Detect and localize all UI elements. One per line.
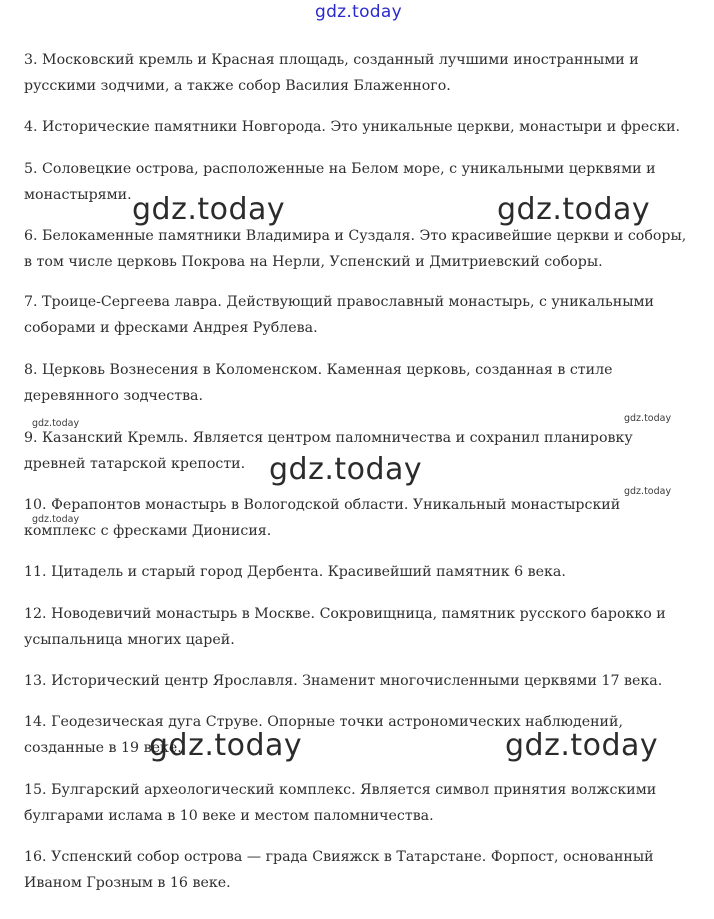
- watermark-small: gdz.today: [624, 413, 672, 424]
- watermark: gdz.today: [505, 728, 659, 763]
- list-item: 9. Казанский Кремль. Является центром паломничества и сохранил планировку древней татарской крепости.: [24, 430, 633, 472]
- list-item: 6. Белокаменные памятники Владимира и Суздаля. Это красивейшие церкви и соборы, в том числе церковь Покрова на Нерли, Успенский и Дмитриевский соборы.: [24, 228, 687, 270]
- list-item: 5. Соловецкие острова, расположенные на Белом море, с уникальными церквями и монастырями.: [24, 161, 656, 203]
- watermark-small: gdz.today: [32, 418, 80, 429]
- list-item: 7. Троице-Сергеева лавра. Действующий православный монастырь, с уникальными соборами и фресками Андрея Рублева.: [24, 294, 654, 336]
- list-item: 13. Исторический центр Ярославля. Знаменит многочисленными церквями 17 века.: [24, 673, 663, 689]
- list-item: 10. Ферапонтов монастырь в Вологодской области. Уникальный монастырский комплекс с фресками Дионисия.: [24, 497, 621, 539]
- watermark: gdz.today: [497, 192, 651, 227]
- list-item: 12. Новодевичий монастырь в Москве. Сокровищница, памятник русского барокко и усыпальница многих царей.: [24, 606, 666, 648]
- list-item: 11. Цитадель и старый город Дербента. Красивейший памятник 6 века.: [24, 564, 566, 580]
- watermark: gdz.today: [132, 192, 286, 227]
- list-item: 3. Московский кремль и Красная площадь, созданный лучшими иностранными и русскими зодчими, а также собор Василия Блаженного.: [24, 52, 639, 94]
- list-item: 16. Успенский собор острова — града Свияжск в Татарстане. Форпост, основанный Иваном Грозным в 16 веке.: [24, 849, 654, 891]
- watermark-top: gdz.today: [315, 2, 402, 22]
- list-item: 4. Исторические памятники Новгорода. Это уникальные церкви, монастыри и фрески.: [24, 119, 681, 135]
- watermark-small: gdz.today: [624, 486, 672, 497]
- list-item: 15. Булгарский археологический комплекс. Является символ принятия волжскими булгарами ислама в 10 веке и местом паломничества.: [24, 782, 657, 824]
- list-item: 8. Церковь Вознесения в Коломенском. Каменная церковь, созданная в стиле деревянного зодчества.: [24, 362, 613, 404]
- watermark: gdz.today: [149, 728, 303, 763]
- cut-off-line-top: [24, 12, 689, 24]
- cut-off-line-bottom: [24, 907, 689, 919]
- watermark: gdz.today: [269, 452, 423, 487]
- watermark-small: gdz.today: [32, 514, 80, 525]
- list-item: 14. Геодезическая дуга Струве. Опорные точки астрономических наблюдений, созданные в 19 веке.: [24, 714, 623, 756]
